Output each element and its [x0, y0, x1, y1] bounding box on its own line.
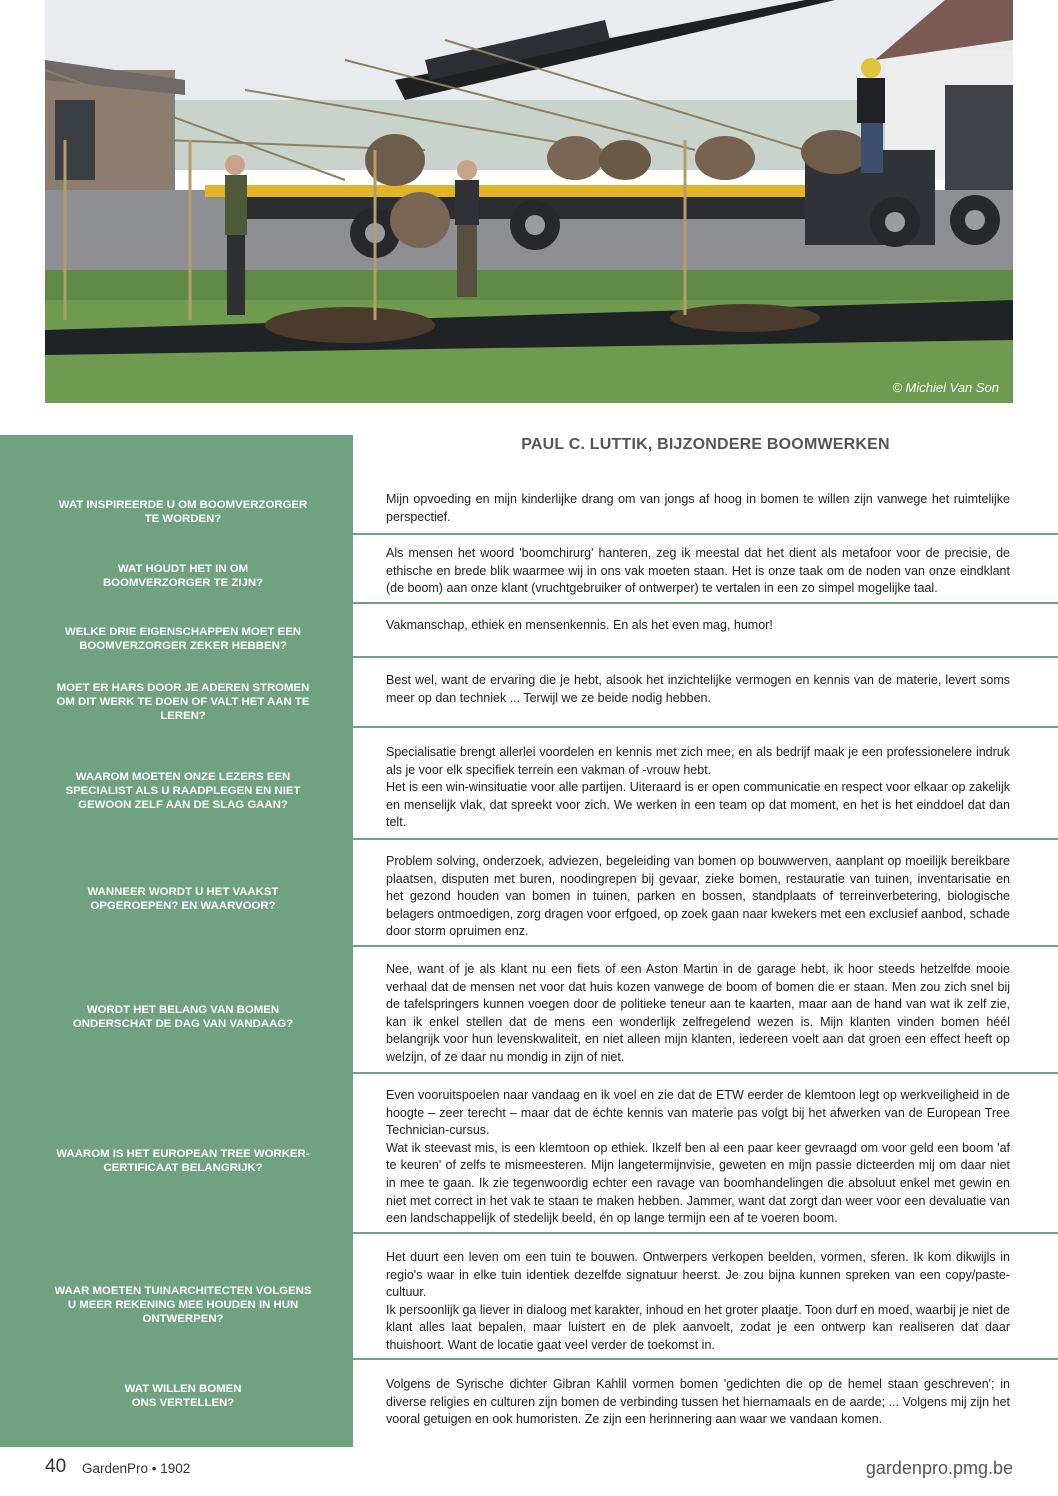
question-8: WAAROM IS HET EUROPEAN TREE WORKER- CERTIFICAAT BELANGRIJK? — [56, 1148, 310, 1174]
question-9: WAAR MOETEN TUINARCHITECTEN VOLGENS U MEER REKENING MEE HOUDEN IN HUN ONTWERPEN? — [54, 1285, 312, 1325]
photo-credit: © Michiel Van Son — [892, 380, 999, 395]
answer-2 — [386, 545, 1010, 598]
question-6: WANNEER WORDT U HET VAAKST OPGEROEPEN? EN WAARVOOR? — [87, 886, 279, 912]
answer-9 — [386, 1249, 1010, 1355]
answer-5 — [386, 744, 1010, 832]
answer-4-paragraph-1: Best wel, want de ervaring die je hebt, alsook het inzichtelijke vermogen en kennis van de materie, levert soms meer op dan techniek ... Terwijl we ze beide nodig hebben. — [386, 673, 1010, 705]
question-5: WAAROM MOETEN ONZE LEZERS EEN SPECIALIST ALS U RAADPLEGEN EN NIET GEWOON ZELF AAN DE SLAG GAAN? — [65, 771, 301, 811]
question-10: WAT WILLEN BOMEN ONS VERTELLEN? — [124, 1383, 242, 1409]
page-number: 40 — [45, 1456, 67, 1477]
answer-3-paragraph-1: Vakmanschap, ethiek en mensenkennis. En als het even mag, humor! — [386, 618, 773, 632]
website-link[interactable]: gardenpro.pmg.be — [865, 1458, 1013, 1478]
answer-3 — [386, 617, 1010, 635]
header-photo — [45, 0, 1013, 403]
divider — [353, 838, 1058, 840]
divider — [353, 533, 1058, 535]
answer-7-paragraph-1: Nee, want of je als klant nu een fiets of een Aston Martin in de garage hebt, ik hoor steeds hetzelfde mooie verhaal dat de mensen net voor dat huis kozen vanwege de boom of bomen die er staan. Men zou zich snel bij de tafelspringers kunnen voegen door de politieke teneur aan te kaarten, maar aan de hand van wat ik zelf zie, kan ik enkel stellen dat de mens een wonderlijk zelfregelend wezen is. Mijn klanten vinden bomen héél belangrijk voor hun levenskwaliteit, en niet alleen mijn klanten, iedereen voelt aan dat groen een effect heeft op welzijn, of ze daar nu mondig in zijn of niet. — [386, 962, 1010, 1064]
answer-8 — [386, 1087, 1010, 1228]
answer-8-paragraph-1: Even vooruitspoelen naar vandaag en ik voel en zie dat de ETW eerder de klemtoon legt op werkveiligheid in de hoogte – zeer terecht – maar dat de échte kennis van materie pas volgt bij het afwerken van de European Tree Technician-cursus. — [386, 1088, 1010, 1138]
divider — [353, 1232, 1058, 1234]
answer-4 — [386, 672, 1010, 707]
answer-2-paragraph-1: Als mensen het woord 'boomchirurg' hanteren, zeg ik meestal dat het dient als metafoor voor de precisie, de ethische en brede blik waarmee wij in ons vak moeten staan. Het is onze taak om de noden van onze eindklant (de boom) aan onze klant (vruchtgebruiker of ontwerper) te vertalen in een zo simpel mogelijke taal. — [386, 546, 1010, 596]
tree-planting-photo — [45, 0, 1013, 403]
answer-6 — [386, 853, 1010, 941]
divider — [353, 602, 1058, 604]
answer-9-paragraph-2: Ik persoonlijk ga liever in dialoog met karakter, inhoud en het groter plaatje. Toon durf en moed, waarbij je niet de klant alles laat bepalen, maar luistert en de plek aanvoelt, zodat je een ontwerp kan realiseren dat daar thuishoort. Want de locatie gaat veel verder de toekomst in. — [386, 1302, 1010, 1352]
answer-5-paragraph-1: Specialisatie brengt allerlei voordelen en kennis met zich mee, en als bedrijf maak je een professionelere indruk als je voor elk specifiek terrein een vakman of -vrouw hebt. — [386, 745, 1010, 777]
answer-1 — [386, 491, 1010, 526]
divider — [353, 945, 1058, 947]
answer-5-paragraph-2: Het is een win-winsituatie voor alle partijen. Uiteraard is er open communicatie en respect voor elkaar op zakelijk en menselijk vlak, dat spreekt voor zich. We werken in een team op dat moment, en het is het einddoel dat dan telt. — [386, 780, 1010, 830]
answer-9-paragraph-1: Het duurt een leven om een tuin te bouwen. Ontwerpers verkopen beelden, vormen, sferen. Ik kom dikwijls in regio's waar in elke tuin identiek dezelfde signatuur heerst. Je zou bijna kunnen spreken van een copy/paste-cultuur. — [386, 1250, 1010, 1300]
question-7: WORDT HET BELANG VAN BOMEN ONDERSCHAT DE DAG VAN VANDAAG? — [72, 1004, 294, 1030]
answer-10-paragraph-1: Volgens de Syrische dichter Gibran Kahlil vormen bomen 'gedichten die op de hemel staan geschreven'; in diverse religies en culturen zijn bomen de verbinding tussen het hiernamaals en de aarde; ... Volgens mij zijn het vooral getuigen en ook humoristen. Ze zijn een herinnering aan waar we vandaan komen. — [386, 1377, 1010, 1427]
answer-1-paragraph-1: Mijn opvoeding en mijn kinderlijke drang om van jongs af hoog in bomen te willen zijn vanwege het ruimtelijke perspectief. — [386, 492, 1010, 524]
question-2: WAT HOUDT HET IN OM BOOMVERZORGER TE ZIJN? — [102, 563, 264, 589]
divider — [353, 656, 1058, 658]
answer-8-paragraph-2: Wat ik steevast mis, is een klemtoon op ethiek. Ikzelf ben al een paar keer gevraagd om voor geld een boom 'af te keuren' of zelfs te mismeesteren. Mijn langetermijnvisie, geweten en mijn passie dicteerden mij om daar niet in mee te gaan. Ik zie tegenwoordig echter een ravage van boomhandelingen die absoluut enkel met gewin en niet met correct in het vak te staan te maken hebben. Jammer, want dat zorgt dan weer voor een devaluatie van een landschappelijk of stedelijk beeld, én op lange termijn een af te voeren boom. — [386, 1140, 1010, 1226]
divider — [353, 1358, 1058, 1360]
answer-6-paragraph-1: Problem solving, onderzoek, adviezen, begeleiding van bomen op bouwwerven, aanplant op moeilijk bereikbare plaatsen, disputen met buren, noodingrepen bij gevaar, zieke bomen, restauratie van tuinen, inventarisatie en het gezond houden van bomen in tuinen, parken en bossen, standplaats of terreinverbetering, biologische belagers ontmoedigen, zorg dragen voor erfgoed, op zoek gaan naar kwekers met een exclusief aanbod, schade door storm opruimen enz. — [386, 854, 1011, 939]
magazine-issue: GardenPro • 1902 — [82, 1461, 191, 1476]
question-4: MOET ER HARS DOOR JE ADEREN STROMEN OM DIT WERK TE DOEN OF VALT HET AAN TE LEREN? — [56, 682, 310, 722]
divider — [353, 1072, 1058, 1074]
answer-10 — [386, 1376, 1010, 1429]
divider — [353, 726, 1058, 728]
article-heading: PAUL C. LUTTIK, BIJZONDERE BOOMWERKEN — [521, 436, 890, 453]
answer-7 — [386, 961, 1010, 1067]
question-1: WAT INSPIREERDE U OM BOOMVERZORGER TE WORDEN? — [58, 499, 308, 525]
question-3: WELKE DRIE EIGENSCHAPPEN MOET EEN BOOMVERZORGER ZEKER HEBBEN? — [64, 626, 302, 652]
